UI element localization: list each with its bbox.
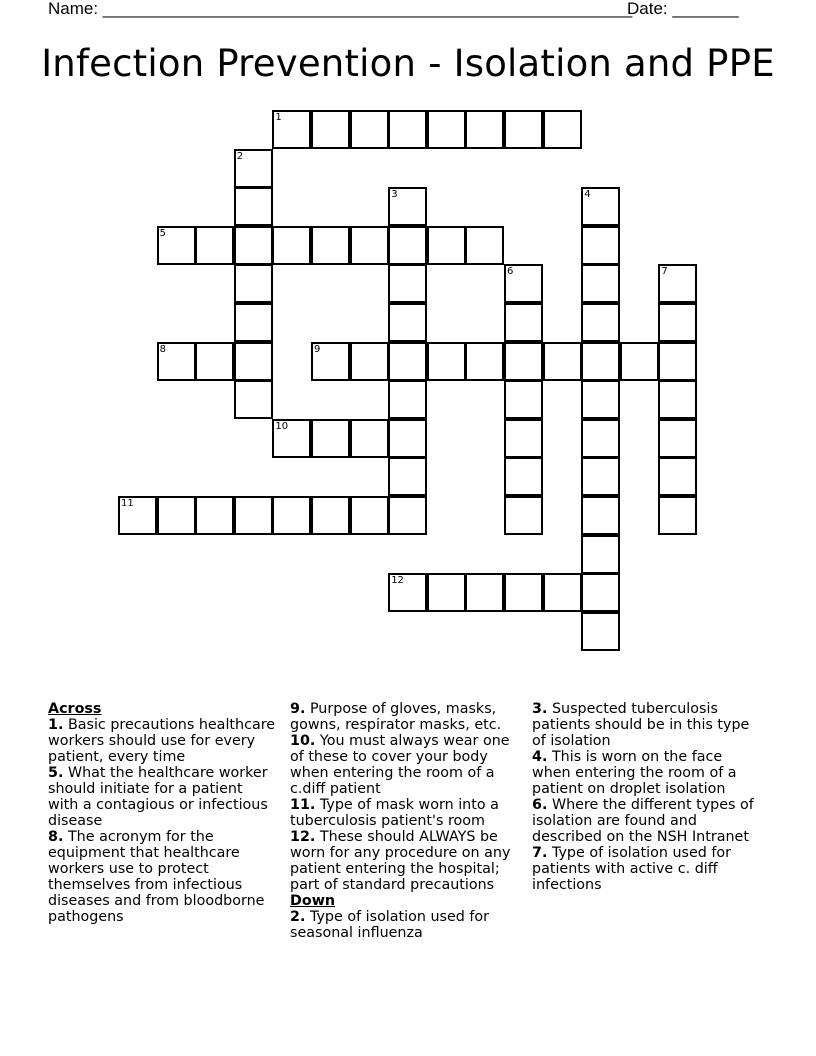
grid-cell[interactable] bbox=[272, 419, 311, 458]
grid-cell[interactable] bbox=[581, 380, 620, 419]
grid-cell[interactable] bbox=[543, 573, 582, 612]
clue-text: Purpose of gloves, masks, gowns, respirator masks, etc. bbox=[290, 701, 502, 733]
cell-number: 6 bbox=[507, 266, 514, 278]
grid-cell[interactable] bbox=[350, 419, 389, 458]
clue-down-2 bbox=[290, 909, 518, 941]
clues-column-1 bbox=[48, 701, 276, 925]
grid-cell[interactable] bbox=[388, 264, 427, 303]
grid-cell[interactable] bbox=[658, 264, 697, 303]
clue-number: 11. bbox=[290, 797, 316, 813]
grid-cell[interactable] bbox=[234, 187, 273, 226]
cell-number: 10 bbox=[275, 420, 289, 432]
grid-cell[interactable] bbox=[581, 573, 620, 612]
grid-cell[interactable] bbox=[504, 457, 543, 496]
clue-down-7 bbox=[532, 845, 760, 893]
grid-cell[interactable] bbox=[465, 573, 504, 612]
grid-cell[interactable] bbox=[465, 110, 504, 149]
cell-number: 7 bbox=[661, 266, 668, 278]
grid-cell[interactable] bbox=[234, 496, 273, 535]
grid-cell[interactable] bbox=[388, 187, 427, 226]
grid-cell[interactable] bbox=[581, 419, 620, 458]
clue-across-5 bbox=[48, 765, 276, 829]
grid-cell[interactable] bbox=[272, 110, 311, 149]
grid-cell[interactable] bbox=[272, 226, 311, 265]
cell-number: 3 bbox=[391, 189, 398, 201]
grid-cell[interactable] bbox=[388, 342, 427, 381]
grid-cell[interactable] bbox=[543, 110, 582, 149]
clue-number: 10. bbox=[290, 733, 316, 749]
grid-cell[interactable] bbox=[157, 496, 196, 535]
grid-cell[interactable] bbox=[658, 457, 697, 496]
clue-number: 1. bbox=[48, 717, 64, 733]
grid-cell[interactable] bbox=[581, 187, 620, 226]
grid-cell[interactable] bbox=[388, 496, 427, 535]
grid-cell[interactable] bbox=[658, 419, 697, 458]
grid-cell[interactable] bbox=[388, 457, 427, 496]
clue-across-12 bbox=[290, 829, 518, 893]
grid-cell[interactable] bbox=[581, 457, 620, 496]
cell-number: 4 bbox=[584, 189, 591, 201]
grid-cell[interactable] bbox=[581, 342, 620, 381]
grid-cell[interactable] bbox=[350, 342, 389, 381]
grid-cell[interactable] bbox=[234, 380, 273, 419]
clue-number: 9. bbox=[290, 701, 306, 717]
clue-text: Type of isolation used for patients with active c. diff infections bbox=[532, 845, 732, 893]
grid-cell[interactable] bbox=[157, 226, 196, 265]
grid-cell[interactable] bbox=[465, 342, 504, 381]
grid-cell[interactable] bbox=[195, 496, 234, 535]
cell-number: 1 bbox=[275, 112, 282, 123]
grid-cell[interactable] bbox=[504, 342, 543, 381]
clue-number: 4. bbox=[532, 749, 548, 765]
grid-cell[interactable] bbox=[350, 226, 389, 265]
down-heading: Down bbox=[290, 893, 336, 909]
cell-number: 8 bbox=[159, 343, 166, 355]
across-heading: Across bbox=[48, 701, 102, 717]
clue-across-8 bbox=[48, 829, 276, 925]
grid-cell[interactable] bbox=[195, 226, 234, 265]
cell-number: 5 bbox=[159, 227, 166, 239]
grid-cell[interactable] bbox=[272, 496, 311, 535]
grid-cell[interactable] bbox=[311, 496, 350, 535]
cell-number: 12 bbox=[391, 575, 404, 587]
cell-number: 9 bbox=[314, 343, 321, 355]
grid-cell[interactable] bbox=[658, 380, 697, 419]
date-field-label: Date: _______ bbox=[627, 0, 739, 18]
grid-cell[interactable] bbox=[427, 342, 466, 381]
grid-cell[interactable] bbox=[118, 496, 157, 535]
clue-down-4 bbox=[532, 749, 760, 797]
grid-cell[interactable] bbox=[581, 496, 620, 535]
clue-text: The acronym for the equipment that healthcare workers use to protect themselves from infectious diseases and from bloodborne pathogens bbox=[48, 829, 265, 925]
grid-cell[interactable] bbox=[388, 419, 427, 458]
grid-cell[interactable] bbox=[465, 226, 504, 265]
clue-number: 6. bbox=[532, 797, 548, 813]
clue-number: 7. bbox=[532, 845, 548, 861]
clues-column-3 bbox=[532, 701, 760, 893]
clue-text: Basic precautions healthcare workers should use for every patient, every time bbox=[48, 717, 276, 765]
grid-cell[interactable] bbox=[658, 496, 697, 535]
grid-cell[interactable] bbox=[234, 149, 273, 188]
grid-cell[interactable] bbox=[658, 342, 697, 381]
grid-cell[interactable] bbox=[234, 342, 273, 381]
grid-cell[interactable] bbox=[427, 573, 466, 612]
grid-cell[interactable] bbox=[311, 110, 350, 149]
cell-number: 2 bbox=[236, 150, 244, 162]
clue-text: Where the different types of isolation are found and described on the NSH Intranet bbox=[532, 797, 754, 845]
grid-cell[interactable] bbox=[620, 342, 659, 381]
grid-cell[interactable] bbox=[350, 110, 389, 149]
grid-cell[interactable] bbox=[543, 342, 582, 381]
clues-column-2 bbox=[290, 701, 518, 941]
grid-cell[interactable] bbox=[350, 496, 389, 535]
grid-cell[interactable] bbox=[311, 226, 350, 265]
grid-cell[interactable] bbox=[504, 573, 543, 612]
grid-cell[interactable] bbox=[157, 342, 196, 381]
grid-cell[interactable] bbox=[311, 419, 350, 458]
clue-text: Type of isolation used for seasonal influenza bbox=[290, 909, 490, 941]
grid-cell[interactable] bbox=[195, 342, 234, 381]
grid-cell[interactable] bbox=[388, 110, 427, 149]
clue-number: 2. bbox=[290, 909, 306, 925]
grid-cell[interactable] bbox=[311, 342, 350, 381]
grid-cell[interactable] bbox=[234, 226, 273, 265]
grid-cell[interactable] bbox=[388, 226, 427, 265]
grid-cell[interactable] bbox=[581, 264, 620, 303]
clue-number: 5. bbox=[48, 765, 64, 781]
clue-number: 12. bbox=[290, 829, 316, 845]
grid-cell[interactable] bbox=[234, 303, 273, 342]
grid-cell[interactable] bbox=[581, 612, 620, 651]
clue-text: This is worn on the face when entering the room of a patient on droplet isolation bbox=[532, 749, 737, 797]
grid-cell[interactable] bbox=[581, 303, 620, 342]
grid-cell[interactable] bbox=[388, 380, 427, 419]
clue-text: You must always wear one of these to cover your body when entering the room of a c.diff patient bbox=[290, 733, 510, 797]
cell-number: 11 bbox=[121, 498, 134, 509]
grid-cell[interactable] bbox=[581, 226, 620, 265]
grid-cell[interactable] bbox=[504, 496, 543, 535]
clue-text: What the healthcare worker should initiate for a patient with a contagious or infectious disease bbox=[48, 765, 268, 829]
clue-across-10 bbox=[290, 733, 518, 797]
grid-cell[interactable] bbox=[504, 419, 543, 458]
grid-cell[interactable] bbox=[504, 264, 543, 303]
grid-cell[interactable] bbox=[504, 110, 543, 149]
clue-across-1 bbox=[48, 717, 276, 765]
grid-cell[interactable] bbox=[581, 535, 620, 574]
clue-number: 3. bbox=[532, 701, 548, 717]
clue-text: Type of mask worn into a tuberculosis patient's room bbox=[290, 797, 499, 829]
grid-cell[interactable] bbox=[427, 110, 466, 149]
name-field-label: Name: ________________________________________________________ bbox=[48, 0, 633, 18]
grid-cell[interactable] bbox=[504, 303, 543, 342]
grid-cell[interactable] bbox=[504, 380, 543, 419]
clue-down-6 bbox=[532, 797, 760, 845]
clue-across-11 bbox=[290, 797, 518, 829]
grid-cell[interactable] bbox=[234, 264, 273, 303]
clue-text: Suspected tuberculosis patients should be in this type of isolation bbox=[532, 701, 750, 749]
clue-number: 8. bbox=[48, 829, 64, 845]
grid-cell[interactable] bbox=[388, 303, 427, 342]
grid-cell[interactable] bbox=[388, 573, 427, 612]
puzzle-title: Infection Prevention - Isolation and PPE bbox=[41, 42, 775, 85]
clue-text: These should ALWAYS be worn for any procedure on any patient entering the hospital; part of standard precautions bbox=[290, 829, 511, 893]
grid-cell[interactable] bbox=[658, 303, 697, 342]
clue-across-9 bbox=[290, 701, 518, 733]
clue-down-3 bbox=[532, 701, 760, 749]
grid-cell[interactable] bbox=[427, 226, 466, 265]
